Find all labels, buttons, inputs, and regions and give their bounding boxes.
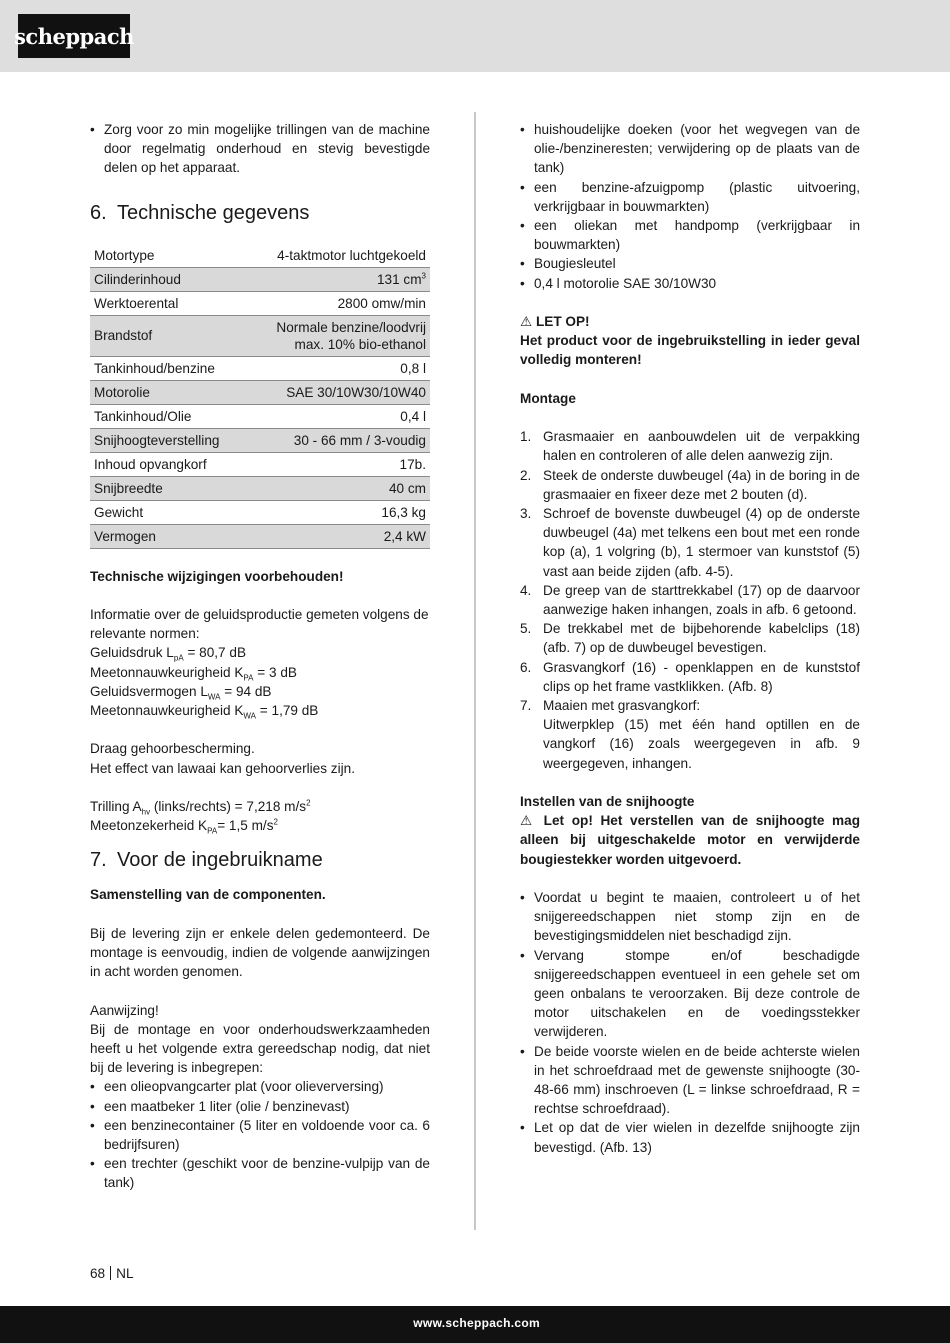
table-row: Brandstof Normale benzine/loodvrij max. 10% bio-ethanol	[90, 315, 430, 356]
vibration-uncertainty-line: Meetonzekerheid $K_{PA}= 1,5$ $m/s^2$	[90, 817, 278, 836]
vibration-line: Trilling $A_{hv}$ (links/rechts) = 7,218 $m/s^2$	[90, 798, 311, 817]
noise-line: Meetonnauwkeurigheid $K_{PA} = 3$ dB	[90, 664, 297, 683]
table-row: Motortype 4-taktmotor luchtgekoeld	[90, 244, 430, 268]
list-item: 1. Grasmaaier en aanbouwdelen uit de verpakking halen en controleren of alle delen aanwezig zijn.	[520, 429, 860, 464]
header-bar	[0, 0, 950, 72]
list-item: • Bougiesleutel	[520, 254, 860, 273]
list-item: • huishoudelijke doeken (voor het wegvegen van de olie-/benzineresten; verwijdering op de plaats van de tank)	[520, 120, 860, 178]
list-item: 5. De trekkabel met de bijbehorende kabelclips (18) (afb. 7) op de duwbeugel bevestigen.	[520, 621, 860, 656]
list-item: 6. Grasvangkorf (16) - openklappen en de kunststof clips op het frame vastklikken. (Afb. 8)	[520, 659, 860, 694]
table-row: Werktoerental 2800 omw/min	[90, 291, 430, 315]
table-row: Snijbreedte 40 cm	[90, 476, 430, 500]
list-item: • een benzinecontainer (5 liter en voldoende voor ca. 6 bedrijfsuren)	[90, 1116, 430, 1154]
warning-title: ⚠ LET OP!	[520, 314, 590, 330]
table-row: Tankinhoud/Olie 0,4 l	[90, 404, 430, 428]
components-text: Bij de levering zijn er enkele delen gedemonteerd. De montage is eenvoudig, indien de volgende aanwijzingen in acht worden genomen.	[90, 925, 430, 980]
tech-changes-note: Technische wijzigingen voorbehouden!	[90, 568, 344, 584]
table-row: Snijhoogteverstelling 30 - 66 mm / 3-voudig	[90, 428, 430, 452]
website-link[interactable]: www.scheppach.com	[413, 1316, 540, 1330]
noise-line: Geluidsvermogen $L_{WA} = 94$ dB	[90, 683, 272, 702]
section-7-heading: 7. Voor de ingebruikname	[90, 849, 323, 872]
hearing-protection-text: Draag gehoorbescherming.	[90, 741, 255, 757]
list-item: • 0,4 l motorolie SAE 30/10W30	[520, 274, 860, 293]
list-item: 7. Maaien met grasvangkorf:	[520, 698, 701, 714]
list-item: • een benzine-afzuigpomp (plastic uitvoering, verkrijgbaar in bouwmarkten)	[520, 178, 860, 216]
table-row: Vermogen 2,4 kW	[90, 524, 430, 548]
list-item: • Zorg voor zo min mogelijke trillingen van de machine door regelmatig onderhoud en stevig bevestigde delen op het apparaat.	[90, 120, 430, 178]
note-text: Bij de montage en voor onderhoudswerkzaamheden heeft u het volgende extra gereedschap nodig, dat niet bij de levering is inbegrepen:	[90, 1021, 430, 1076]
height-warning: ⚠ Let op! Het verstellen van de snijhoogte mag alleen bij uitgeschakelde motor en verwijderde bougiestekker worden uitgevoerd.	[520, 813, 860, 867]
column-divider	[474, 112, 476, 1230]
note-label: Aanwijzing!	[90, 1002, 159, 1018]
footer-bar	[0, 1306, 950, 1343]
table-row: Gewicht 16,3 kg	[90, 500, 430, 524]
noise-line: Geluidsdruk $L_{pA} = 80,7$ dB	[90, 645, 247, 664]
hearing-loss-text: Het effect van lawaai kan gehoorverlies zijn.	[90, 760, 355, 776]
left-column	[90, 120, 430, 1193]
step-7-detail: Uitwerpklep (15) met één hand optillen en de vangkorf (16) zoals weergegeven in afb. 9 weergegeven, inhangen.	[543, 717, 860, 771]
list-item: • Voordat u begint te maaien, controleert u of het snijgereedschappen niet stomp zijn en de bevestigingsmiddelen niet beschadigd zijn.	[520, 888, 860, 946]
list-item: • Let op dat de vier wielen in dezelfde snijhoogte zijn bevestigd. (Afb. 13)	[520, 1118, 860, 1156]
components-heading: Samenstelling van de componenten.	[90, 887, 326, 903]
table-row: Cilinderinhoud 131 $cm^3$	[90, 267, 430, 291]
noise-line: Meetonnauwkeurigheid $K_{WA} = 1,79$ dB	[90, 703, 319, 721]
spec-table	[90, 244, 430, 549]
list-item: • een trechter (geschikt voor de benzine-vulpijp van de tank)	[90, 1154, 430, 1192]
height-heading: Instellen van de snijhoogte	[520, 794, 695, 810]
list-item: 4. De greep van de starttrekkabel (17) op de daarvoor aanwezige haken inhangen, zoals in afb. 6 getoond.	[520, 582, 860, 618]
list-item: 3. Schroef de bovenste duwbeugel (4) op de onderste duwbeugel (4a) met telkens een bout met een ronde kop (a), 1 volgring (b), 1 stermoer van kunststof (5) vast aan beide zijden (afb. 4-5).	[520, 506, 860, 579]
list-item: • Vervang stompe en/of beschadigde snijgereedschappen eventueel in een gehele set om geen onbalans te veroorzaken. Bij deze controle de motor uitschakelen en de voedingsstekker verwijderen.	[520, 946, 860, 1042]
scheppach-logo: scheppach	[18, 14, 130, 58]
list-item: • een oliekan met handpomp (verkrijgbaar in bouwmarkten)	[520, 216, 860, 254]
warning-text: Het product voor de ingebruikstelling in ieder geval volledig monteren!	[520, 333, 860, 368]
section-6-heading: 6. Technische gegevens	[90, 201, 310, 224]
noise-intro: Informatie over de geluidsproductie gemeten volgens de relevante normen:	[90, 607, 429, 642]
montage-heading: Montage	[520, 390, 576, 406]
right-column	[520, 120, 860, 1157]
table-row: Tankinhoud/benzine 0,8 l	[90, 356, 430, 380]
table-row: Inhoud opvangkorf 17b.	[90, 452, 430, 476]
table-row: Motorolie SAE 30/10W30/10W40	[90, 380, 430, 404]
list-item: • De beide voorste wielen en de beide achterste wielen in het schroefdraad met de gewenste snijhoogte (30-48-66 mm) inschroeven (L = linkse schroefdraad, R = rechtse schroefdraad).	[520, 1042, 860, 1119]
page-number: 68 NL	[90, 1266, 134, 1281]
list-item: 2. Steek de onderste duwbeugel (4a) in de boring in de grasmaaier en fixeer deze met 2 bouten (d).	[520, 467, 860, 502]
list-item: • een olieopvangcarter plat (voor olieverversing)	[90, 1077, 430, 1096]
list-item: • een maatbeker 1 liter (olie / benzinevast)	[90, 1097, 430, 1116]
